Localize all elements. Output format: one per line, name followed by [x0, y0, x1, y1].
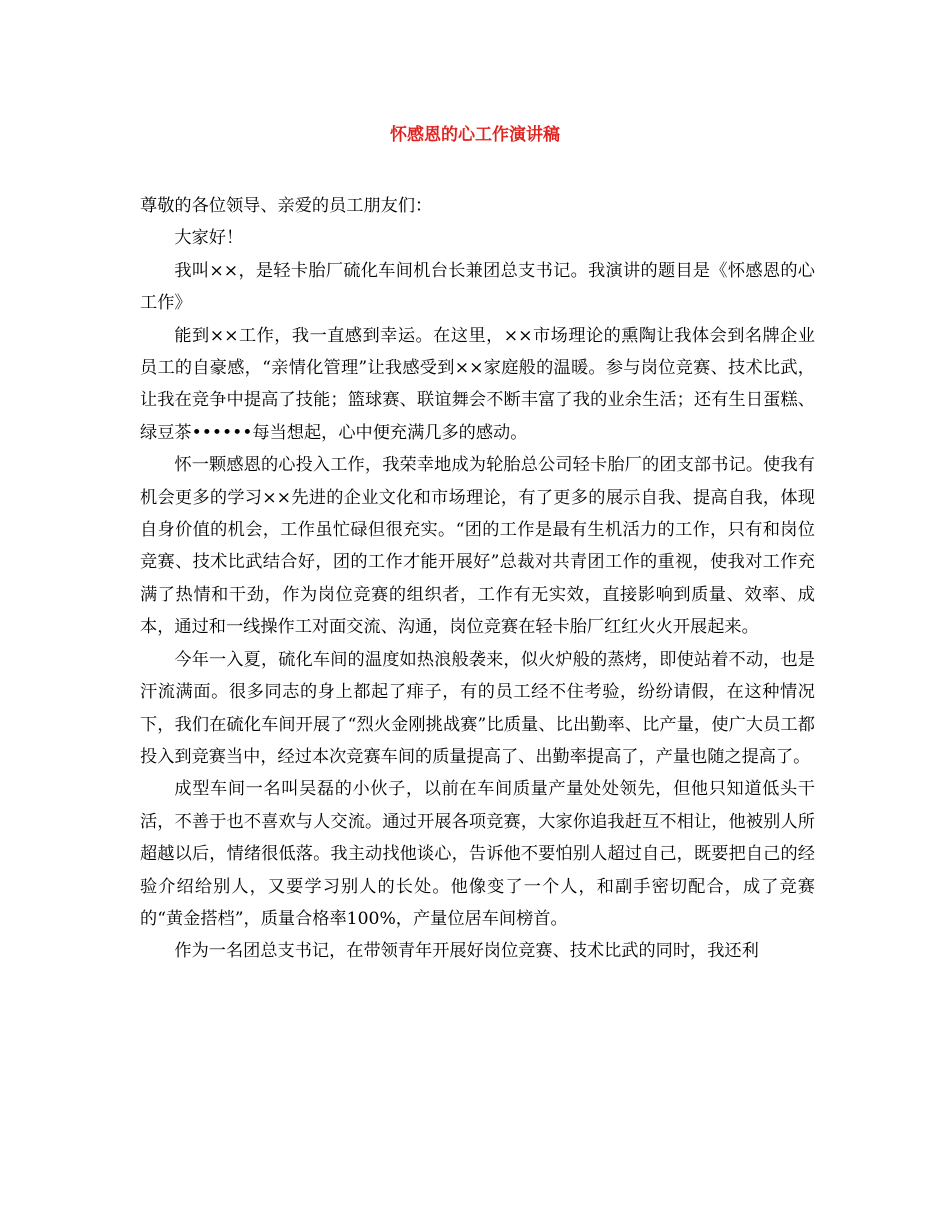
- paragraph-fortune: 能到××工作，我一直感到幸运。在这里，××市场理论的熏陶让我体会到名牌企业员工的自豪感，“亲情化管理”让我感受到××家庭般的温暖。参与岗位竞赛、技术比武，让我在竞争中提高了技能；篮球赛、联谊舞会不断丰富了我的业余生活；还有生日蛋糕、绿豆茶••••••每当想起，心中便充满几多的感动。: [140, 325, 815, 443]
- paragraph-grateful-work: 怀一颗感恩的心投入工作，我荣幸地成为轮胎总公司轻卡胎厂的团支部书记。使我有机会更多的学习××先进的企业文化和市场理论，有了更多的展示自我、提高自我，体现自身价值的机会，工作虽忙碌但很充实。“团的工作是最有生机活力的工作，只有和岗位竞赛、技术比武结合好，团的工作才能开展好”总裁对共青团工作的重视，使我对工作充满了热情和干劲，作为岗位竞赛的组织者，工作有无实效，直接影响到质量、效率、成本，通过和一线操作工对面交流、沟通，岗位竞赛在轻卡胎厂红红火火开展起来。: [140, 455, 815, 638]
- document-body: [140, 190, 815, 968]
- document-title: 怀感恩的心工作演讲稿: [390, 125, 560, 145]
- salutation: 尊敬的各位领导、亲爱的员工朋友们：: [140, 196, 433, 216]
- paragraph-summer-contest: 今年一入夏，硫化车间的温度如热浪般袭来，似火炉般的蒸烤，即使站着不动，也是汗流满面。很多同志的身上都起了痱子，有的员工经不住考验，纷纷请假，在这种情况下，我们在硫化车间开展了“烈火金刚挑战赛”比质量、比出勤率、比产量，使广大员工都投入到竞赛当中，经过本次竞赛车间的质量提高了、出勤率提高了，产量也随之提高了。: [140, 649, 815, 767]
- paragraph-introduction: 我叫××，是轻卡胎厂硫化车间机台长兼团总支书记。我演讲的题目是《怀感恩的心工作》: [140, 260, 815, 314]
- paragraph-greeting: 大家好！: [174, 228, 244, 249]
- paragraph-secretary: 作为一名团总支书记，在带领青年开展好岗位竞赛、技术比武的同时，我还利: [174, 941, 759, 962]
- paragraph-wu-lei: 成型车间一名叫吴磊的小伙子，以前在车间质量产量处处领先，但他只知道低头干活，不善于也不喜欢与人交流。通过开展各项竞赛，大家你追我赶互不相让，他被别人所超越以后，情绪很低落。我主动找他谈心，告诉他不要怕别人超过自己，既要把自己的经验介绍给别人，又要学习别人的长处。他像变了一个人，和副手密切配合，成了竞赛的“黄金搭档”，质量合格率100%，产量位居车间榜首。: [140, 779, 815, 929]
